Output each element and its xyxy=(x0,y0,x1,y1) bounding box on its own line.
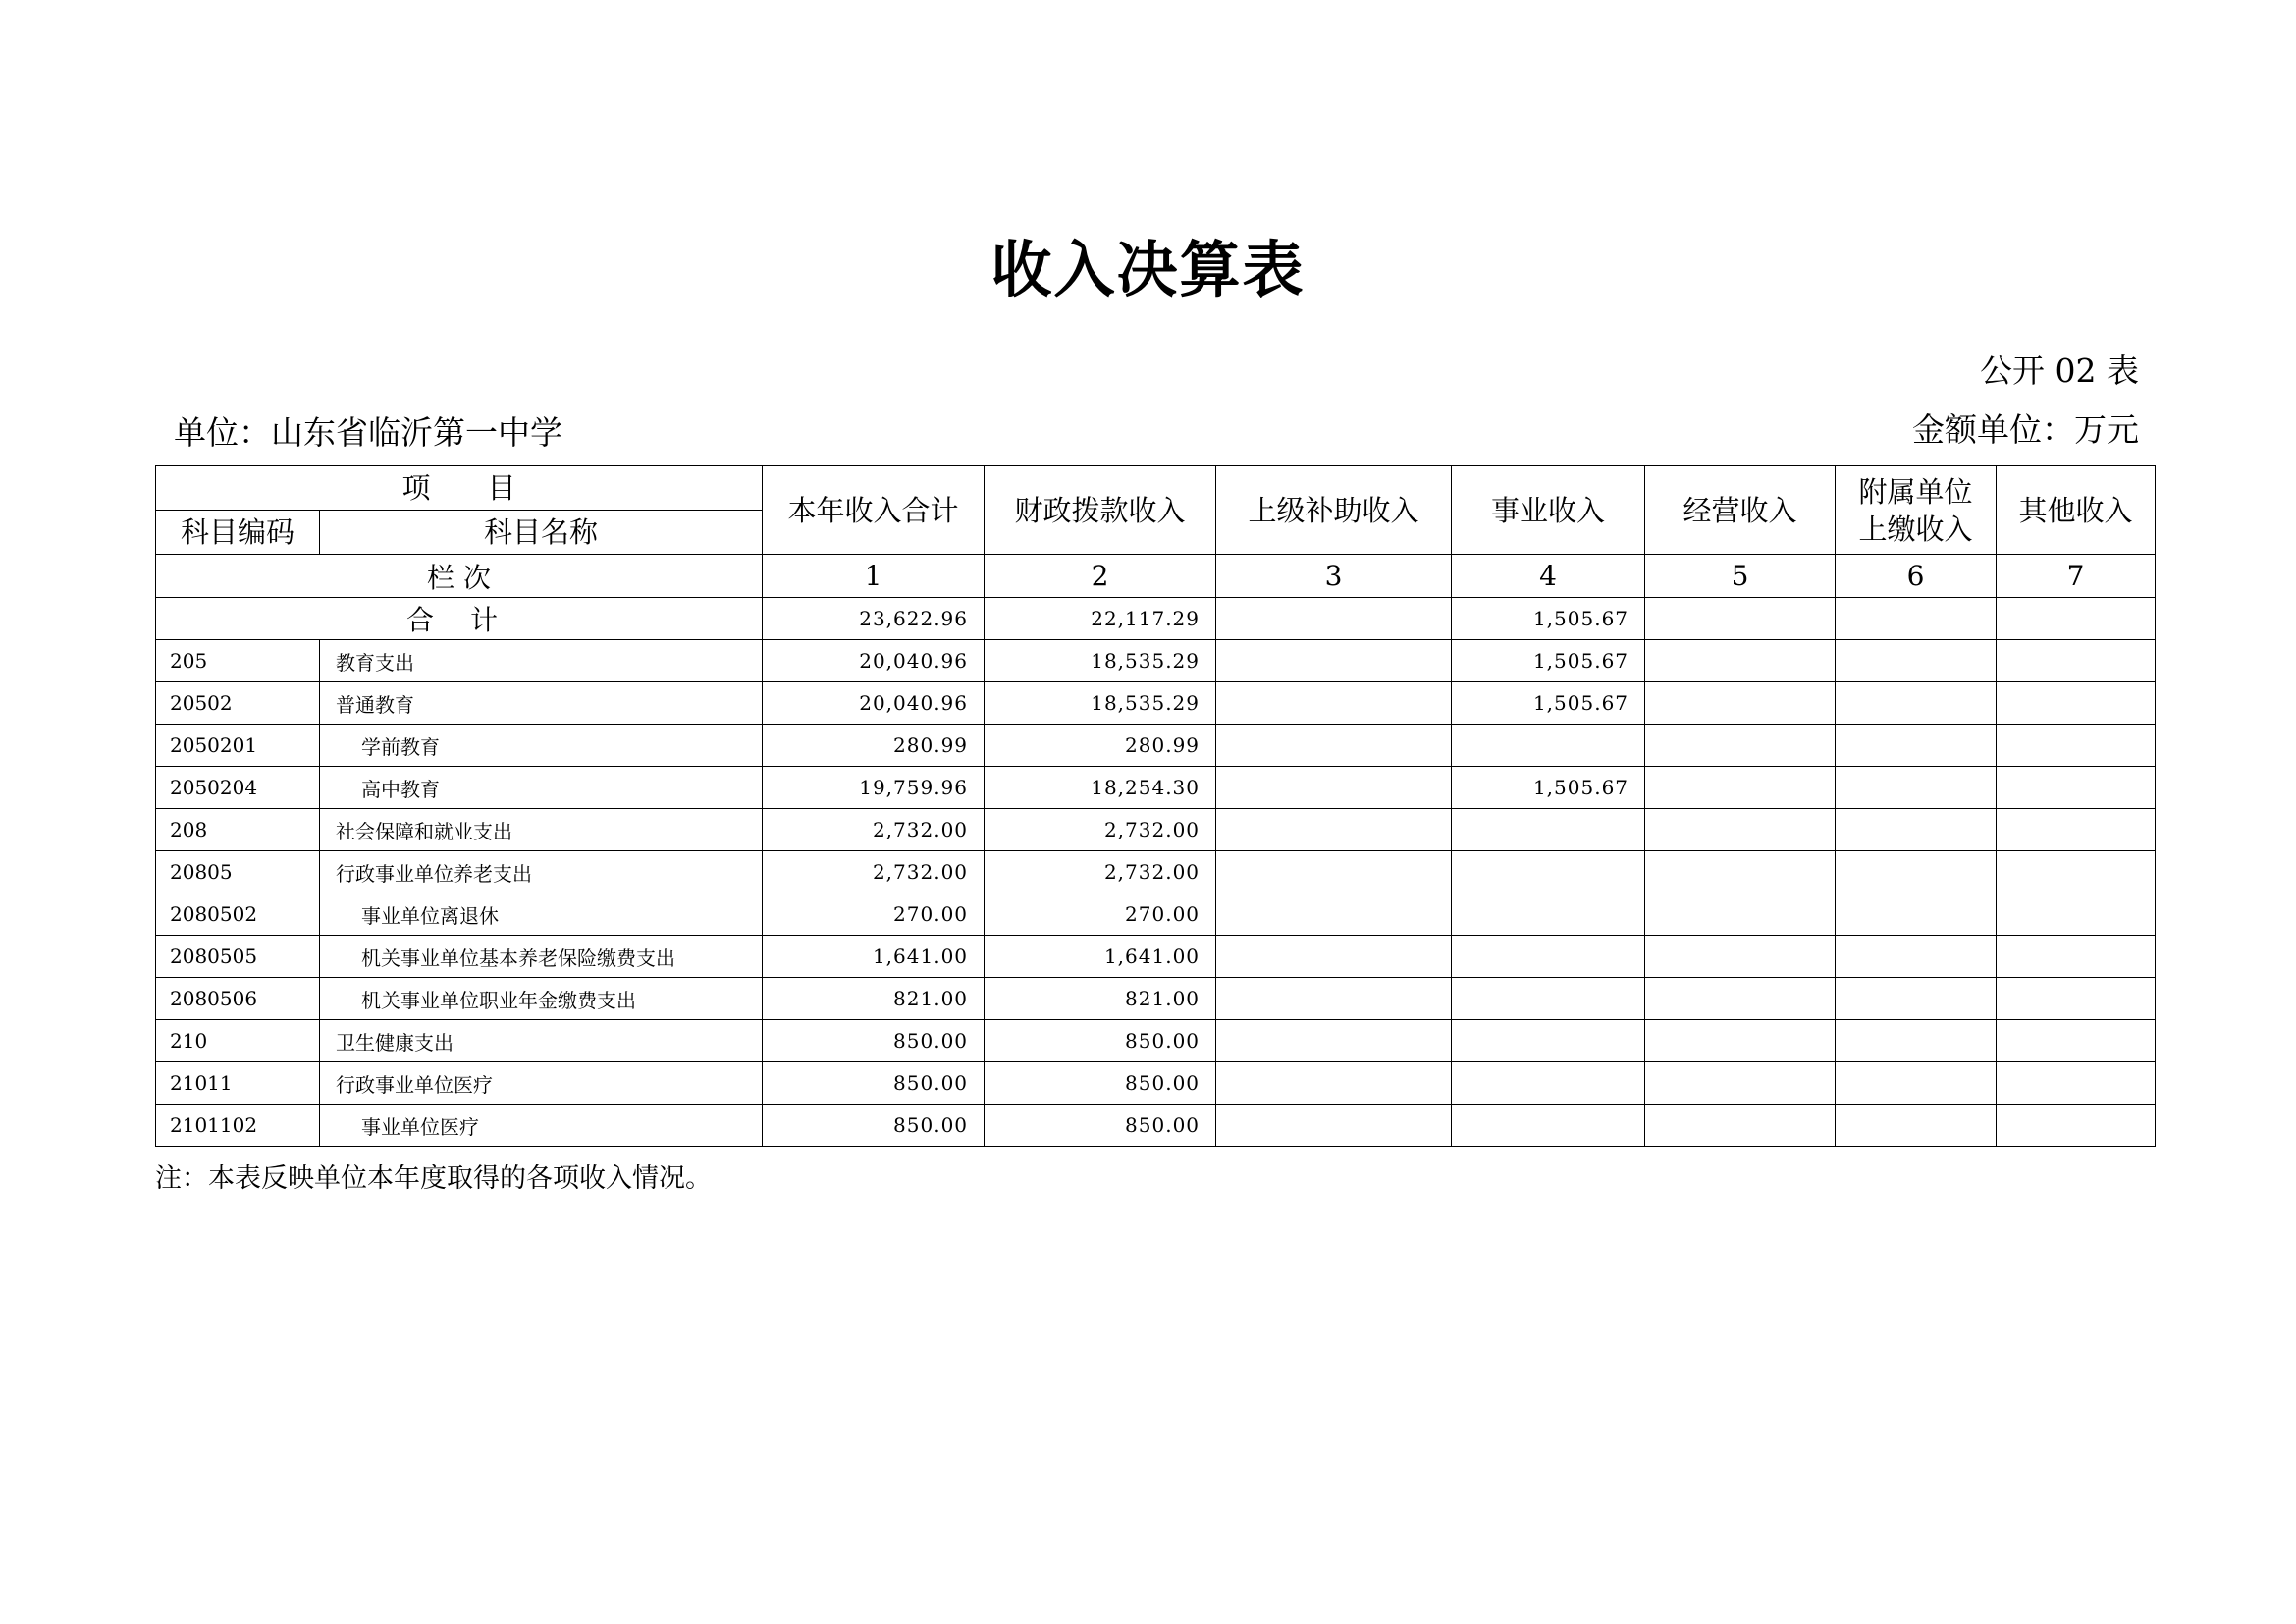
other-cell xyxy=(1997,809,2156,851)
affiliated-cell xyxy=(1836,1105,1997,1147)
fiscal-cell: 850.00 xyxy=(985,1105,1216,1147)
fiscal-cell: 18,254.30 xyxy=(985,767,1216,809)
subject-name-cell: 行政事业单位医疗 xyxy=(320,1062,763,1105)
business-cell xyxy=(1452,725,1645,767)
table-row xyxy=(156,978,2156,1020)
subject-code-cell: 208 xyxy=(156,809,320,851)
fiscal-cell: 18,535.29 xyxy=(985,640,1216,682)
header-total-income: 本年收入合计 xyxy=(763,466,985,555)
index-cell: 2 xyxy=(985,555,1216,598)
operating-cell xyxy=(1645,851,1836,893)
total-cell: 850.00 xyxy=(763,1020,985,1062)
fiscal-cell: 280.99 xyxy=(985,725,1216,767)
header-affiliated-line2: 上缴收入 xyxy=(1858,512,1973,546)
superior-cell xyxy=(1216,1020,1452,1062)
total-label: 合 计 xyxy=(156,598,763,640)
subject-name-cell: 事业单位医疗 xyxy=(320,1105,763,1147)
operating-cell xyxy=(1645,1105,1836,1147)
subject-name-cell: 机关事业单位职业年金缴费支出 xyxy=(320,978,763,1020)
amount-unit-label: 金额单位：万元 xyxy=(1912,410,2139,449)
superior-cell xyxy=(1216,725,1452,767)
affiliated-cell xyxy=(1836,682,1997,725)
business-cell: 1,505.67 xyxy=(1452,682,1645,725)
superior-cell xyxy=(1216,640,1452,682)
table-row xyxy=(156,1105,2156,1147)
subject-code-cell: 2050201 xyxy=(156,725,320,767)
affiliated-cell xyxy=(1836,851,1997,893)
affiliated-cell xyxy=(1836,767,1997,809)
subject-code-cell: 20502 xyxy=(156,682,320,725)
other-cell xyxy=(1997,725,2156,767)
affiliated-cell xyxy=(1836,809,1997,851)
fiscal-cell: 2,732.00 xyxy=(985,851,1216,893)
other-cell xyxy=(1997,1105,2156,1147)
operating-cell xyxy=(1645,893,1836,936)
subject-code-cell: 2101102 xyxy=(156,1105,320,1147)
fiscal-cell: 821.00 xyxy=(985,978,1216,1020)
other-cell xyxy=(1997,1062,2156,1105)
table-row xyxy=(156,809,2156,851)
subject-name-cell: 卫生健康支出 xyxy=(320,1020,763,1062)
operating-cell xyxy=(1645,725,1836,767)
other-cell xyxy=(1997,1020,2156,1062)
total-income-cell: 23,622.96 xyxy=(763,598,985,640)
other-cell xyxy=(1997,640,2156,682)
total-cell: 1,641.00 xyxy=(763,936,985,978)
other-cell xyxy=(1997,851,2156,893)
superior-cell xyxy=(1216,767,1452,809)
affiliated-cell xyxy=(1836,640,1997,682)
fiscal-cell: 1,641.00 xyxy=(985,936,1216,978)
affiliated-cell xyxy=(1836,978,1997,1020)
affiliated-cell xyxy=(1836,725,1997,767)
header-subject-name: 科目名称 xyxy=(320,511,763,555)
superior-cell xyxy=(1216,1105,1452,1147)
fiscal-cell: 850.00 xyxy=(985,1020,1216,1062)
superior-cell xyxy=(1216,809,1452,851)
total-cell: 270.00 xyxy=(763,893,985,936)
total-superior-cell xyxy=(1216,598,1452,640)
superior-cell xyxy=(1216,936,1452,978)
subject-name-cell: 机关事业单位基本养老保险缴费支出 xyxy=(320,936,763,978)
index-cell: 3 xyxy=(1216,555,1452,598)
index-cell: 5 xyxy=(1645,555,1836,598)
business-cell xyxy=(1452,1105,1645,1147)
column-index-row xyxy=(156,555,2156,598)
table-row xyxy=(156,682,2156,725)
fiscal-cell: 270.00 xyxy=(985,893,1216,936)
subject-name-cell: 普通教育 xyxy=(320,682,763,725)
total-fiscal-cell: 22,117.29 xyxy=(985,598,1216,640)
operating-cell xyxy=(1645,640,1836,682)
business-cell: 1,505.67 xyxy=(1452,640,1645,682)
total-cell: 20,040.96 xyxy=(763,682,985,725)
subject-name-cell: 行政事业单位养老支出 xyxy=(320,851,763,893)
affiliated-cell xyxy=(1836,1062,1997,1105)
total-cell: 2,732.00 xyxy=(763,851,985,893)
table-row xyxy=(156,1062,2156,1105)
subject-code-cell: 205 xyxy=(156,640,320,682)
subject-name-cell: 学前教育 xyxy=(320,725,763,767)
business-cell xyxy=(1452,809,1645,851)
subject-code-cell: 21011 xyxy=(156,1062,320,1105)
index-cell: 4 xyxy=(1452,555,1645,598)
total-business-cell: 1,505.67 xyxy=(1452,598,1645,640)
total-cell: 20,040.96 xyxy=(763,640,985,682)
subject-code-cell: 210 xyxy=(156,1020,320,1062)
business-cell xyxy=(1452,936,1645,978)
table-row xyxy=(156,640,2156,682)
superior-cell xyxy=(1216,1062,1452,1105)
index-label: 栏 次 xyxy=(156,555,763,598)
fiscal-cell: 850.00 xyxy=(985,1062,1216,1105)
operating-cell xyxy=(1645,1062,1836,1105)
subject-name-cell: 事业单位离退休 xyxy=(320,893,763,936)
header-operating-income: 经营收入 xyxy=(1645,466,1836,555)
superior-cell xyxy=(1216,893,1452,936)
other-cell xyxy=(1997,893,2156,936)
page-title: 收入决算表 xyxy=(990,234,1306,305)
fiscal-cell: 2,732.00 xyxy=(985,809,1216,851)
total-operating-cell xyxy=(1645,598,1836,640)
header-superior-subsidy: 上级补助收入 xyxy=(1216,466,1452,555)
affiliated-cell xyxy=(1836,893,1997,936)
header-business-income: 事业收入 xyxy=(1452,466,1645,555)
subject-name-cell: 高中教育 xyxy=(320,767,763,809)
total-cell: 850.00 xyxy=(763,1105,985,1147)
subject-name-cell: 教育支出 xyxy=(320,640,763,682)
table-row xyxy=(156,893,2156,936)
subject-code-cell: 2080502 xyxy=(156,893,320,936)
affiliated-cell xyxy=(1836,936,1997,978)
table-row xyxy=(156,767,2156,809)
table-row xyxy=(156,851,2156,893)
header-affiliated-line1: 附属单位 xyxy=(1858,474,1973,509)
index-cell: 6 xyxy=(1836,555,1997,598)
business-cell xyxy=(1452,893,1645,936)
total-row xyxy=(156,598,2156,640)
table-row xyxy=(156,1020,2156,1062)
business-cell xyxy=(1452,1020,1645,1062)
header-project: 项 目 xyxy=(156,466,763,511)
header-other-income: 其他收入 xyxy=(1997,466,2156,555)
table-note: 注：本表反映单位本年度取得的各项收入情况。 xyxy=(155,1164,712,1194)
operating-cell xyxy=(1645,978,1836,1020)
header-fiscal-income: 财政拨款收入 xyxy=(985,466,1216,555)
operating-cell xyxy=(1645,1020,1836,1062)
superior-cell xyxy=(1216,682,1452,725)
total-cell: 850.00 xyxy=(763,1062,985,1105)
subject-code-cell: 2080506 xyxy=(156,978,320,1020)
business-cell xyxy=(1452,1062,1645,1105)
total-cell: 280.99 xyxy=(763,725,985,767)
fiscal-cell: 18,535.29 xyxy=(985,682,1216,725)
table-row xyxy=(156,936,2156,978)
header-subject-code: 科目编码 xyxy=(156,511,320,555)
operating-cell xyxy=(1645,936,1836,978)
header-affiliated-income xyxy=(1836,466,1997,555)
total-other-cell xyxy=(1997,598,2156,640)
subject-code-cell: 2050204 xyxy=(156,767,320,809)
other-cell xyxy=(1997,978,2156,1020)
total-cell: 2,732.00 xyxy=(763,809,985,851)
subject-code-cell: 20805 xyxy=(156,851,320,893)
index-cell: 1 xyxy=(763,555,985,598)
superior-cell xyxy=(1216,851,1452,893)
business-cell xyxy=(1452,978,1645,1020)
form-number: 公开 02 表 xyxy=(1980,352,2139,390)
index-cell: 7 xyxy=(1997,555,2156,598)
operating-cell xyxy=(1645,767,1836,809)
other-cell xyxy=(1997,936,2156,978)
subject-code-cell: 2080505 xyxy=(156,936,320,978)
operating-cell xyxy=(1645,809,1836,851)
operating-cell xyxy=(1645,682,1836,725)
total-cell: 19,759.96 xyxy=(763,767,985,809)
other-cell xyxy=(1997,767,2156,809)
table-row xyxy=(156,725,2156,767)
income-report-table xyxy=(155,465,2156,1147)
total-cell: 821.00 xyxy=(763,978,985,1020)
business-cell: 1,505.67 xyxy=(1452,767,1645,809)
affiliated-cell xyxy=(1836,1020,1997,1062)
superior-cell xyxy=(1216,978,1452,1020)
subject-name-cell: 社会保障和就业支出 xyxy=(320,809,763,851)
unit-label: 单位：山东省临沂第一中学 xyxy=(174,413,562,452)
business-cell xyxy=(1452,851,1645,893)
other-cell xyxy=(1997,682,2156,725)
total-affiliated-cell xyxy=(1836,598,1997,640)
